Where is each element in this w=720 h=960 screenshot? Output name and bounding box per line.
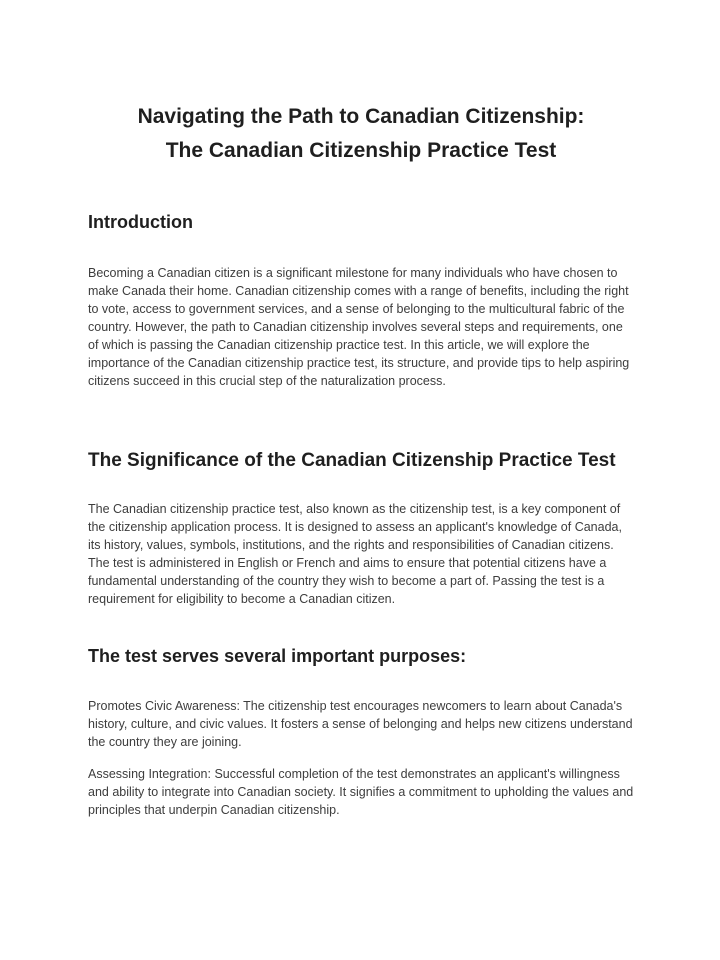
section-significance	[88, 450, 634, 608]
title-line-1: Navigating the Path to Canadian Citizenship:	[137, 105, 585, 128]
paragraph: Becoming a Canadian citizen is a significant milestone for many individuals who have chosen to make Canada their home. Canadian citizenship comes with a range of benefits, including the right to vote, access to government services, and a sense of belonging to the multicultural fabric of the country. However, the path to Canadian citizenship involves several steps and requirements, one of which is passing the Canadian citizenship practice test. In this article, we will explore the importance of the Canadian citizenship practice test, its structure, and provide tips to help aspiring citizens succeed in this crucial step of the naturalization process.	[88, 266, 630, 388]
section-heading-significance: The Significance of the Canadian Citizenship Practice Test	[88, 450, 616, 471]
section-heading-purposes: The test serves several important purposes:	[88, 646, 467, 666]
paragraph: The Canadian citizenship practice test, also known as the citizenship test, is a key component of the citizenship application process. It is designed to assess an applicant's knowledge of Canada, its history, values, symbols, institutions, and the rights and responsibilities of Canadian citizens. The test is administered in English or French and aims to ensure that potential citizens have a fundamental understanding of the country they wish to become a part of. Passing the test is a requirement for eligibility to become a Canadian citizen.	[88, 502, 622, 606]
paragraph: Promotes Civic Awareness: The citizenship test encourages newcomers to learn about Canada's history, culture, and civic values. It fosters a sense of belonging and helps new citizens understand the country they are joining.	[88, 699, 633, 749]
paragraph: Assessing Integration: Successful completion of the test demonstrates an applicant's willingness and ability to integrate into Canadian society. It signifies a commitment to upholding the values and principles that underpin Canadian citizenship.	[88, 767, 634, 817]
section-purposes	[88, 646, 634, 819]
section-heading-introduction: Introduction	[88, 212, 193, 232]
document-title	[88, 100, 634, 168]
section-introduction	[88, 212, 634, 390]
title-line-2: The Canadian Citizenship Practice Test	[165, 139, 557, 162]
